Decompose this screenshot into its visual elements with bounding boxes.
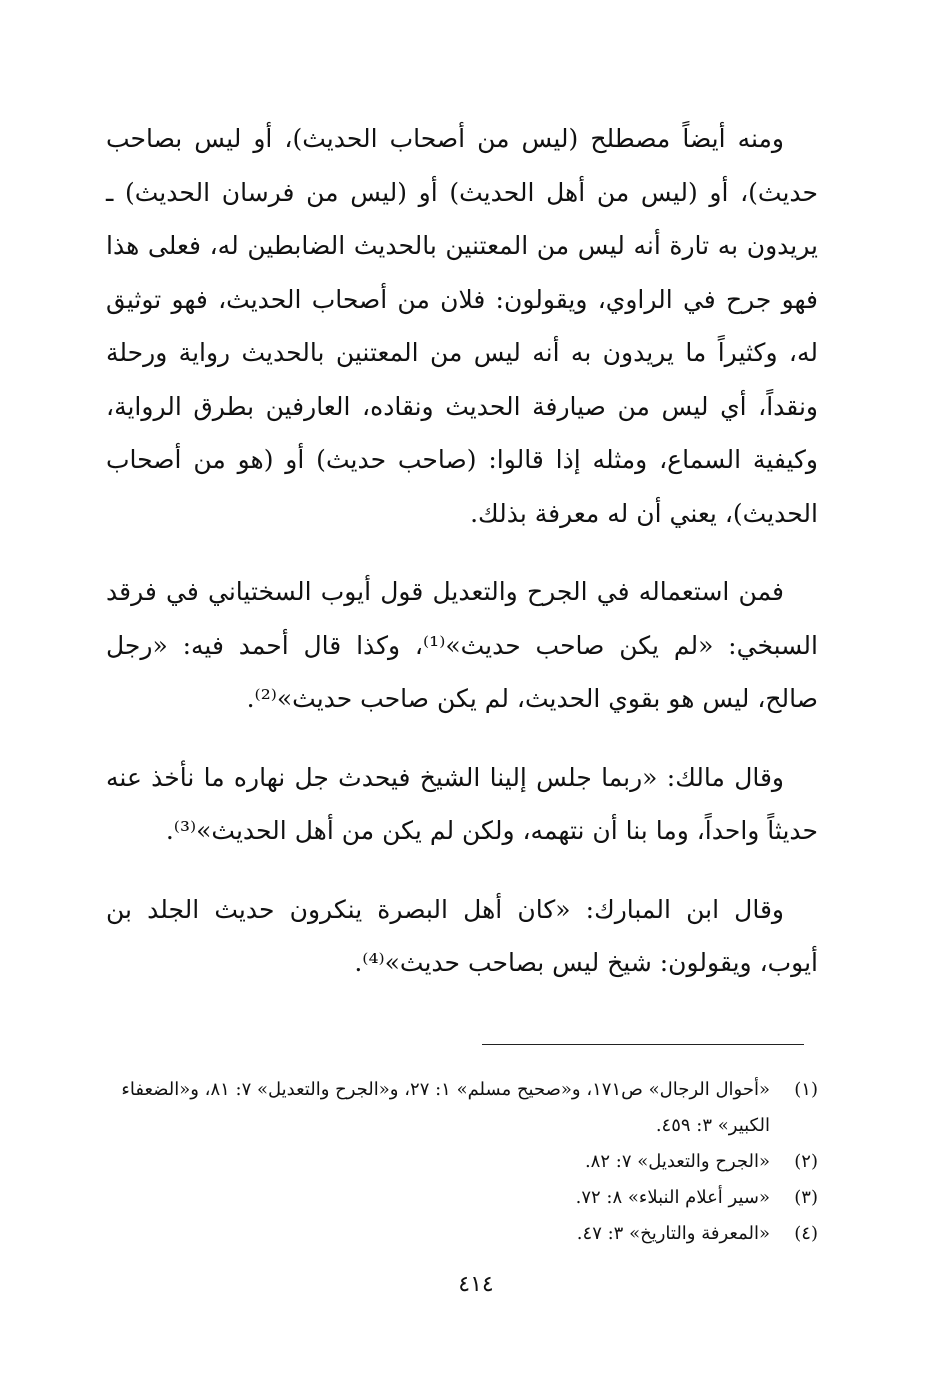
footnote-text: «سير أعلام النبلاء» ٨: ٧٢. [575, 1187, 770, 1208]
footnote-number: (٣) [794, 1187, 818, 1208]
footnote-number: (١) [794, 1079, 818, 1100]
footnotes [106, 1072, 818, 1252]
main-text [106, 112, 818, 1015]
paragraph-4: وقال ابن المبارك: «كان أهل البصرة ينكرون حديث الجلد بن أيوب، ويقولون: شيخ ليس بصاحب حديث»⁽⁴⁾. [106, 894, 818, 977]
paragraph-3: وقال مالك: «ربما جلس إلينا الشيخ فيحدث جل نهاره ما نأخذ عنه حديثاً واحداً، وما بنا أن نتهمه، ولكن لم يكن من أهل الحديث»⁽³⁾. [106, 762, 818, 845]
footnote-text: «المعرفة والتاريخ» ٣: ٤٧. [576, 1223, 770, 1244]
page-number: ٤١٤ [458, 1272, 494, 1297]
footnote-1 [106, 1072, 818, 1144]
footnote-separator [482, 1044, 804, 1045]
footnote-3 [106, 1180, 818, 1216]
footnote-text: «أحوال الرجال» ص١٧١، و«صحيح مسلم» ١: ٢٧، و«الجرح والتعديل» ٧: ٨١، و«الضعفاء الكبير» ٣: ٤٥٩. [121, 1079, 770, 1136]
footnote-4 [106, 1216, 818, 1252]
footnote-number: (٢) [794, 1151, 818, 1172]
footnote-text: «الجرح والتعديل» ٧: ٨٢. [584, 1151, 770, 1172]
footnote-number: (٤) [794, 1223, 818, 1244]
paragraph-1: ومنه أيضاً مصطلح (ليس من أصحاب الحديث)، أو ليس بصاحب حديث)، أو (ليس من أهل الحديث) أو (ليس من فرسان الحديث) ـ يريدون به تارة أنه ليس من المعتنين بالحديث الضابطين له، فعلى هذا فهو جرح في الراوي، ويقولون: فلان من أصحاب الحديث، فهو توثيق له، وكثيراً ما يريدون به أنه ليس من المعتنين بالحديث رواية ورحلة ونقداً، أي ليس من صيارفة الحديث ونقاده، العارفين بطرق الرواية، وكيفية السماع، ومثله إذا قالوا: (صاحب حديث) أو (هو من أصحاب الحديث)، يعني أن له معرفة بذلك. [106, 124, 818, 528]
footnote-2 [106, 1144, 818, 1180]
paragraph-2: فمن استعماله في الجرح والتعديل قول أيوب السختياني في فرقد السبخي: «لم يكن صاحب حديث»⁽¹⁾، وكذا قال أحمد فيه: «رجل صالح، ليس هو بقوي الحديث، لم يكن صاحب حديث»⁽²⁾. [106, 577, 818, 713]
